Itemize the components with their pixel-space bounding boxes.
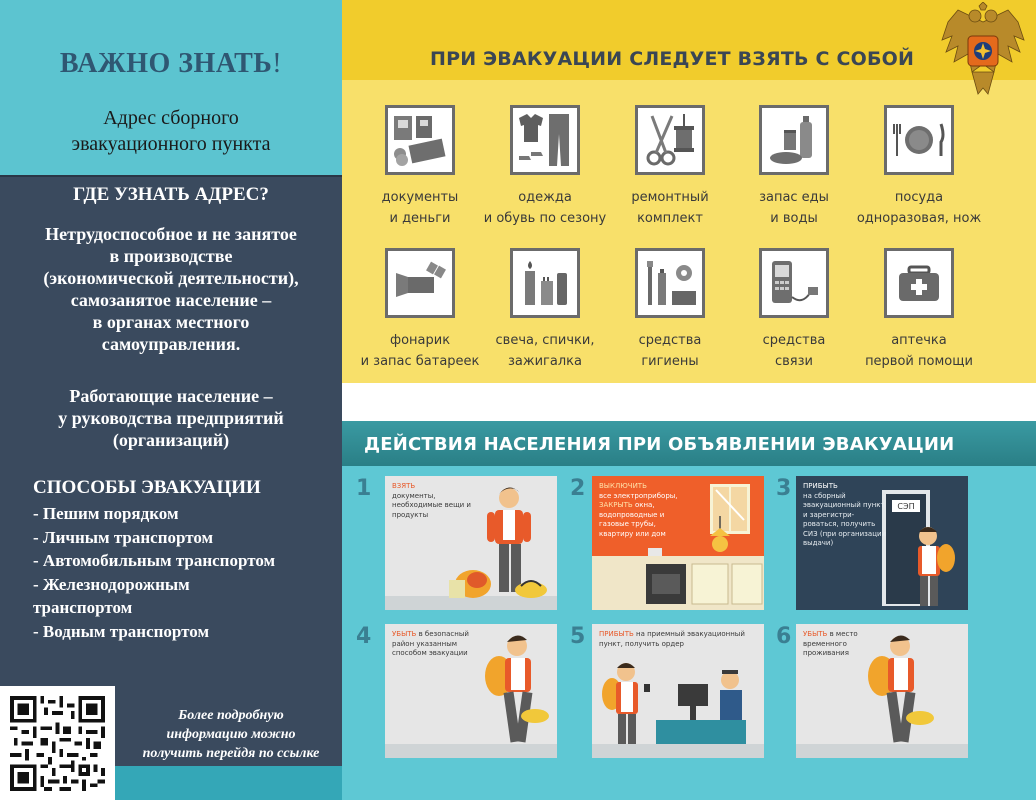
phone-icon <box>762 251 826 315</box>
step-2-panel <box>592 476 764 610</box>
step-number: 1 <box>356 476 372 501</box>
item-first-aid: аптечка первой помощи <box>849 248 989 372</box>
step-number: 6 <box>776 624 792 649</box>
section-gap <box>342 383 1036 421</box>
list-item: - Железнодорожным <box>33 574 190 594</box>
step-number: 5 <box>570 624 586 649</box>
emergency-ministry-emblem-icon <box>938 2 1028 102</box>
step-4-text: УБЫТЬ в безопасный район указанным способом эвакуации <box>392 630 469 657</box>
door-sign-label: СЭП <box>897 502 915 511</box>
list-item: - Автомобильным транспортом <box>33 551 276 570</box>
qr-code-icon <box>10 696 105 791</box>
step-5-panel <box>592 624 764 758</box>
list-item: транспортом <box>33 598 133 617</box>
left-info-column <box>0 0 342 800</box>
clothes-icon <box>513 108 577 172</box>
step-number: 3 <box>776 476 792 501</box>
qr-code[interactable] <box>0 686 115 800</box>
where-address-title: ГДЕ УЗНАТЬ АДРЕС? <box>73 184 269 205</box>
documents-icon <box>388 108 452 172</box>
step-4-panel <box>385 624 557 758</box>
non-working-info: Нетрудоспособное и не занятое в производстве (экономической деятельности), самозанятое население – в органах местного самоуправления. <box>43 224 299 354</box>
repair-kit-icon <box>638 108 702 172</box>
step-3-text: ПРИБЫТЬ на сборный эвакуационный пункт и зарегистри-роваться, получить СИЗ (при организации выдачи) <box>803 482 887 547</box>
evacuation-methods-title: СПОСОБЫ ЭВАКУАЦИИ <box>33 477 261 498</box>
item-repair-kit: ремонтный комплект <box>600 105 740 229</box>
step-number: 4 <box>356 624 372 649</box>
candle-icon <box>513 251 577 315</box>
evacuation-methods-list <box>33 502 333 643</box>
item-food-water: запас еды и воды <box>724 105 864 229</box>
step-6-panel <box>796 624 968 758</box>
page-title: ВАЖНО ЗНАТЬ! <box>59 48 283 79</box>
step-1-text: ВЗЯТЬ документы, необходимые вещи и продукты <box>392 482 471 519</box>
list-item: - Пешим порядком <box>33 504 179 523</box>
actions-title: ДЕЙСТВИЯ НАСЕЛЕНИЯ ПРИ ОБЪЯВЛЕНИИ ЭВАКУАЦИИ <box>364 434 955 455</box>
item-candle: свеча, спички, зажигалка <box>475 248 615 372</box>
dishes-icon <box>887 108 951 172</box>
first-aid-icon <box>887 251 951 315</box>
list-item: - Водным транспортом <box>33 621 210 641</box>
list-item: - Личным транспортом <box>33 527 214 547</box>
address-heading: Адрес сборного эвакуационного пункта <box>71 107 271 155</box>
step-1-panel <box>385 476 557 610</box>
flashlight-icon <box>388 251 452 315</box>
working-info: Работающие население – у руководства предприятий (организаций) <box>58 386 284 450</box>
more-info-note: Более подробную информацию можно получить перейдя по ссылке <box>142 708 320 761</box>
item-flashlight: фонарик и запас батареек <box>350 248 490 372</box>
item-phone: средства связи <box>724 248 864 372</box>
step-number: 2 <box>570 476 586 501</box>
item-clothes: одежда и обувь по сезону <box>475 105 615 229</box>
item-documents: документы и деньги <box>350 105 490 229</box>
step-3-panel <box>796 476 968 610</box>
item-dishes: посуда одноразовая, нож <box>849 105 989 229</box>
item-hygiene: средства гигиены <box>600 248 740 372</box>
step-5-text: ПРИБЫТЬ на приемный эвакуационный пункт, получить ордер <box>599 630 745 648</box>
hygiene-icon <box>638 251 702 315</box>
take-with-you-title: ПРИ ЭВАКУАЦИИ СЛЕДУЕТ ВЗЯТЬ С СОБОЙ <box>430 48 915 70</box>
food-icon <box>762 108 826 172</box>
step-2-text: ВЫКЛЮЧИТЬ все электроприборы, ЗАКРЫТЬ окна, водопроводные и газовые трубы, квартиру или дом <box>599 482 678 538</box>
step-6-text: УБЫТЬ в место временного проживания <box>803 630 858 657</box>
